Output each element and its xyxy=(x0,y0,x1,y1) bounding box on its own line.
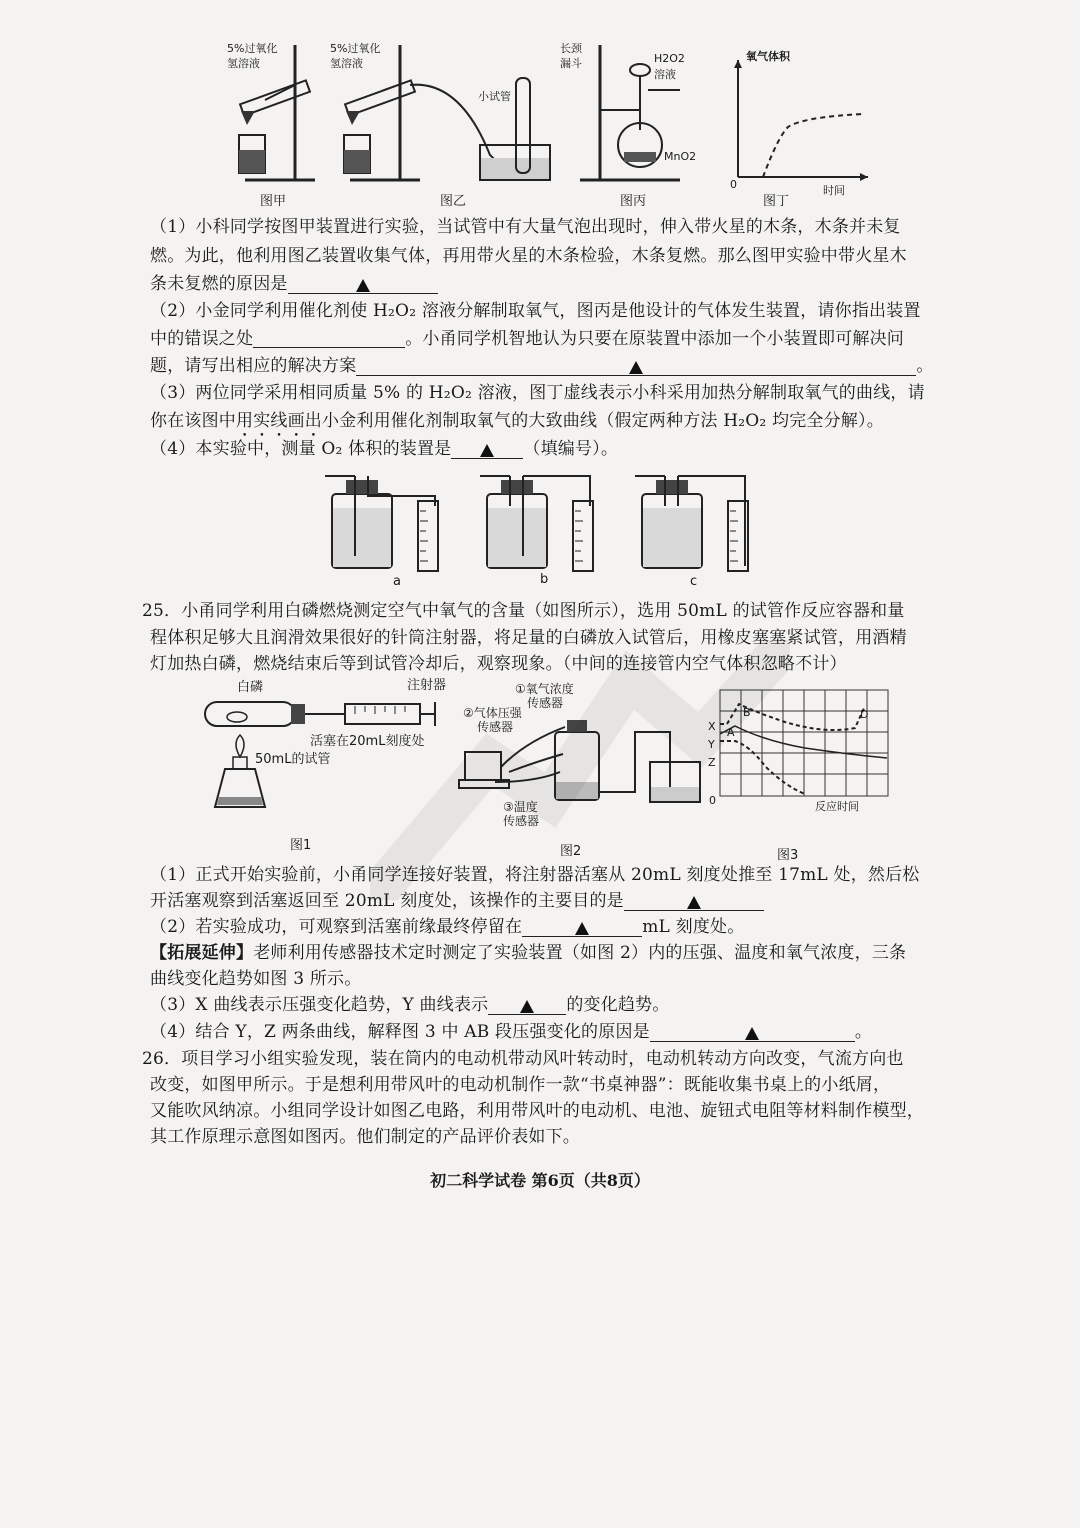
answer-marker-icon xyxy=(745,1027,759,1040)
fig2-drawing xyxy=(455,672,715,822)
yi-reagent-1: 5%过氧化 xyxy=(330,42,381,55)
q24-answer-blank-1[interactable] xyxy=(288,275,438,294)
jia-reagent-1: 5%过氧化 xyxy=(227,42,278,55)
q25-answer-blank-4[interactable] xyxy=(650,1023,855,1042)
q24-p1-line2: 燃。为此，他利用图乙装置收集气体，再用带火星的木条检验，木条复燃。那么图甲实验中带火星木 xyxy=(150,246,907,266)
apparatus-c xyxy=(635,476,748,571)
figure-bing xyxy=(560,40,710,209)
q24-p3-text-a: 你在该图中 xyxy=(150,411,236,431)
page-footer: 初二科学试卷 第6页（共8页） xyxy=(430,1171,650,1190)
fig1-phosphorus: 白磷 xyxy=(237,680,264,695)
yi-label: 图乙 xyxy=(440,194,467,209)
fig1-piston: 活塞在20mL刻度处 xyxy=(310,734,425,749)
q25-p2-line xyxy=(150,914,950,940)
apparatus-label-b: b xyxy=(540,572,549,587)
yi-tube-label: 小试管 xyxy=(478,90,511,103)
apparatus-b xyxy=(480,476,593,571)
q24-p2-end: 。 xyxy=(916,356,934,376)
q24-p2-line3 xyxy=(150,353,950,379)
bing-liquid-1: H2O2 xyxy=(654,52,685,65)
bing-liquid-2: 溶液 xyxy=(654,68,676,81)
ding-xlabel: 时间 xyxy=(823,184,845,197)
apparatus-label-c: c xyxy=(690,574,698,589)
answer-marker-icon xyxy=(356,279,370,292)
ding-ylabel: 氧气体积 xyxy=(746,50,790,63)
fig2-sensor2-b: 传感器 xyxy=(477,720,514,734)
apparatus-drawing xyxy=(320,466,790,576)
fig3-d-label: D xyxy=(860,708,869,721)
fig3-label: 图3 xyxy=(777,848,799,863)
q25-ext-text: 老师利用传感器技术定时测定了实验装置（如图 2）内的压强、温度和氧气浓度，三条 xyxy=(253,943,907,963)
answer-marker-icon xyxy=(575,922,589,935)
q25-ext-tag: 【拓展延伸】 xyxy=(150,943,254,963)
q25-intro-line2: 程体积足够大且润滑效果很好的针筒注射器，将足量的白磷放入试管后，用橡皮塞塞紧试管，用酒精 xyxy=(150,628,907,648)
yi-reagent-2: 氢溶液 xyxy=(330,57,363,70)
q24-p1-line3 xyxy=(150,271,950,297)
figure-bing-drawing xyxy=(560,40,710,190)
q25-p1-line2 xyxy=(150,888,950,914)
answer-marker-icon xyxy=(480,444,494,457)
q26-line1: 26．项目学习小组实验发现，装在筒内的电动机带动风叶转动时，电动机转动方向改变，气流方向也 xyxy=(142,1049,904,1069)
q25-p3-text-a: （3）X 曲线表示压强变化趋势，Y 曲线表示 xyxy=(150,995,489,1015)
fig2-sensor3-a: ③温度 xyxy=(503,800,538,814)
q25-intro-line1: 25．小甬同学利用白磷燃烧测定空气中氧气的含量（如图所示），选用 50mL 的试管作反应容器和量 xyxy=(142,601,905,621)
q24-p2-text-b: 。小甬同学机智地认为只要在原装置中添加一个小装置即可解决问 xyxy=(405,329,905,349)
q24-p4-line xyxy=(150,436,950,462)
q25-p4-text: （4）结合 Y，Z 两条曲线，解释图 3 中 AB 段压强变化的原因是 xyxy=(150,1022,650,1042)
fig2-sensor2-a: ②气体压强 xyxy=(463,706,522,720)
fig2-sensor1-a: ①氧气浓度 xyxy=(515,682,574,696)
fig1-label: 图1 xyxy=(290,838,312,853)
fig1-syringe: 注射器 xyxy=(407,678,447,693)
q24-p4-text-b: （填编号）。 xyxy=(523,439,619,459)
q26-line4: 其工作原理示意图如图丙。他们制定的产品评价表如下。 xyxy=(150,1127,580,1147)
q24-p3-line1: （3）两位同学采用相同质量 5% 的 H₂O₂ 溶液，图丁虚线表示小科采用加热分解制取氧气的曲线，请 xyxy=(150,383,925,403)
q25-p1-line1: （1）正式开始实验前，小甬同学连接好装置，将注射器活塞从 20mL 刻度处推至 17mL 处，然后松 xyxy=(150,865,920,885)
q24-p2-line1: （2）小金同学利用催化剂使 H₂O₂ 溶液分解制取氧气，图丙是他设计的气体发生装置，请你指出装置 xyxy=(150,301,921,321)
answer-marker-icon xyxy=(687,896,701,909)
q25-p1-text: 开活塞观察到活塞返回至 20mL 刻度处，该操作的主要目的是 xyxy=(150,891,624,911)
jia-reagent-2: 氢溶液 xyxy=(227,57,260,70)
bing-catalyst: MnO2 xyxy=(664,150,697,163)
bing-funnel-2: 漏斗 xyxy=(560,57,582,70)
answer-marker-icon xyxy=(520,1000,534,1013)
figure-yi xyxy=(330,40,560,209)
q24-p2-text-c: 题，请写出相应的解决方案 xyxy=(150,356,357,376)
fig3-z-label: Z xyxy=(708,756,716,769)
figure-ding xyxy=(728,50,878,209)
q25-p3-line xyxy=(150,992,950,1018)
jia-label: 图甲 xyxy=(260,194,287,209)
q25-figure-2 xyxy=(455,672,715,859)
fig3-y-label: Y xyxy=(708,738,715,751)
q24-answer-blank-2[interactable] xyxy=(253,329,405,348)
apparatus-row xyxy=(320,466,790,576)
ding-dashed-curve xyxy=(763,114,863,177)
q25-answer-blank-1[interactable] xyxy=(624,892,764,911)
q24-p1-line1: （1）小科同学按图甲装置进行实验，当试管中有大量气泡出现时，伸入带火星的木条，木条并未复 xyxy=(150,217,901,237)
q24-p3-emphasis: 用实线画出 xyxy=(236,411,322,431)
q25-p2-text-a: （2）若实验成功，可观察到活塞前缘最终停留在 xyxy=(150,917,523,937)
q25-p4-end: 。 xyxy=(854,1022,873,1042)
q24-p4-text-a: （4）本实验中，测量 O₂ 体积的装置是 xyxy=(150,439,452,459)
fig3-a-label: A xyxy=(727,726,735,739)
q25-answer-blank-2[interactable] xyxy=(522,918,642,937)
fig3-graph xyxy=(705,686,895,811)
answer-marker-icon xyxy=(629,361,643,374)
fig3-curve-x xyxy=(720,704,865,730)
q24-answer-blank-3[interactable] xyxy=(356,357,916,376)
q25-p2-text-b: mL 刻度处。 xyxy=(642,917,745,937)
q25-ext-line1 xyxy=(150,940,950,966)
q25-figure-3 xyxy=(705,686,895,863)
fig3-origin: 0 xyxy=(709,794,716,807)
fig1-tube: 50mL的试管 xyxy=(255,752,331,767)
q26-line3: 又能吹风纳凉。小组同学设计如图乙电路，利用带风叶的电动机、电池、旋钮式电阻等材料制作模型， xyxy=(150,1101,924,1121)
q24-answer-blank-4[interactable] xyxy=(451,440,523,459)
q24-p1-text: 条未复燃的原因是 xyxy=(150,274,288,294)
q24-p2-line2 xyxy=(150,326,950,352)
q24-p2-text-a: 中的错误之处 xyxy=(150,329,254,349)
q25-figure-1 xyxy=(195,672,447,853)
q25-p4-line xyxy=(150,1019,950,1045)
fig3-xlabel: 反应时间 xyxy=(815,800,859,813)
ding-origin: 0 xyxy=(730,178,737,191)
q25-p3-text-b: 的变化趋势。 xyxy=(566,995,670,1015)
bing-label: 图丙 xyxy=(620,194,647,209)
q25-answer-blank-3[interactable] xyxy=(488,996,566,1015)
q26-line2: 改变，如图甲所示。于是想利用带风叶的电动机制作一款“书桌神器”：既能收集书桌上的小纸屑， xyxy=(150,1075,891,1095)
bing-funnel-1: 长颈 xyxy=(560,42,582,55)
apparatus-label-a: a xyxy=(393,574,401,589)
q24-p3-text-b: 小金利用催化剂制取氧气的大致曲线（假定两种方法 H₂O₂ 均完全分解）。 xyxy=(322,411,884,431)
fig3-b-label: B xyxy=(743,706,751,719)
figure-ding-graph xyxy=(728,52,878,182)
fig3-x-label: X xyxy=(708,720,716,733)
apparatus-a xyxy=(325,476,438,571)
q25-intro-line3: 灯加热白磷，燃烧结束后等到试管冷却后，观察现象。（中间的连接管内空气体积忽略不计） xyxy=(150,654,847,674)
fig2-sensor1-b: 传感器 xyxy=(527,696,564,710)
figure-yi-drawing xyxy=(330,40,560,190)
ding-label: 图丁 xyxy=(763,194,790,209)
fig2-label: 图2 xyxy=(560,844,582,859)
q25-ext-line2: 曲线变化趋势如图 3 所示。 xyxy=(150,969,362,989)
fig2-sensor3-b: 传感器 xyxy=(503,814,540,828)
figure-jia xyxy=(225,40,325,209)
